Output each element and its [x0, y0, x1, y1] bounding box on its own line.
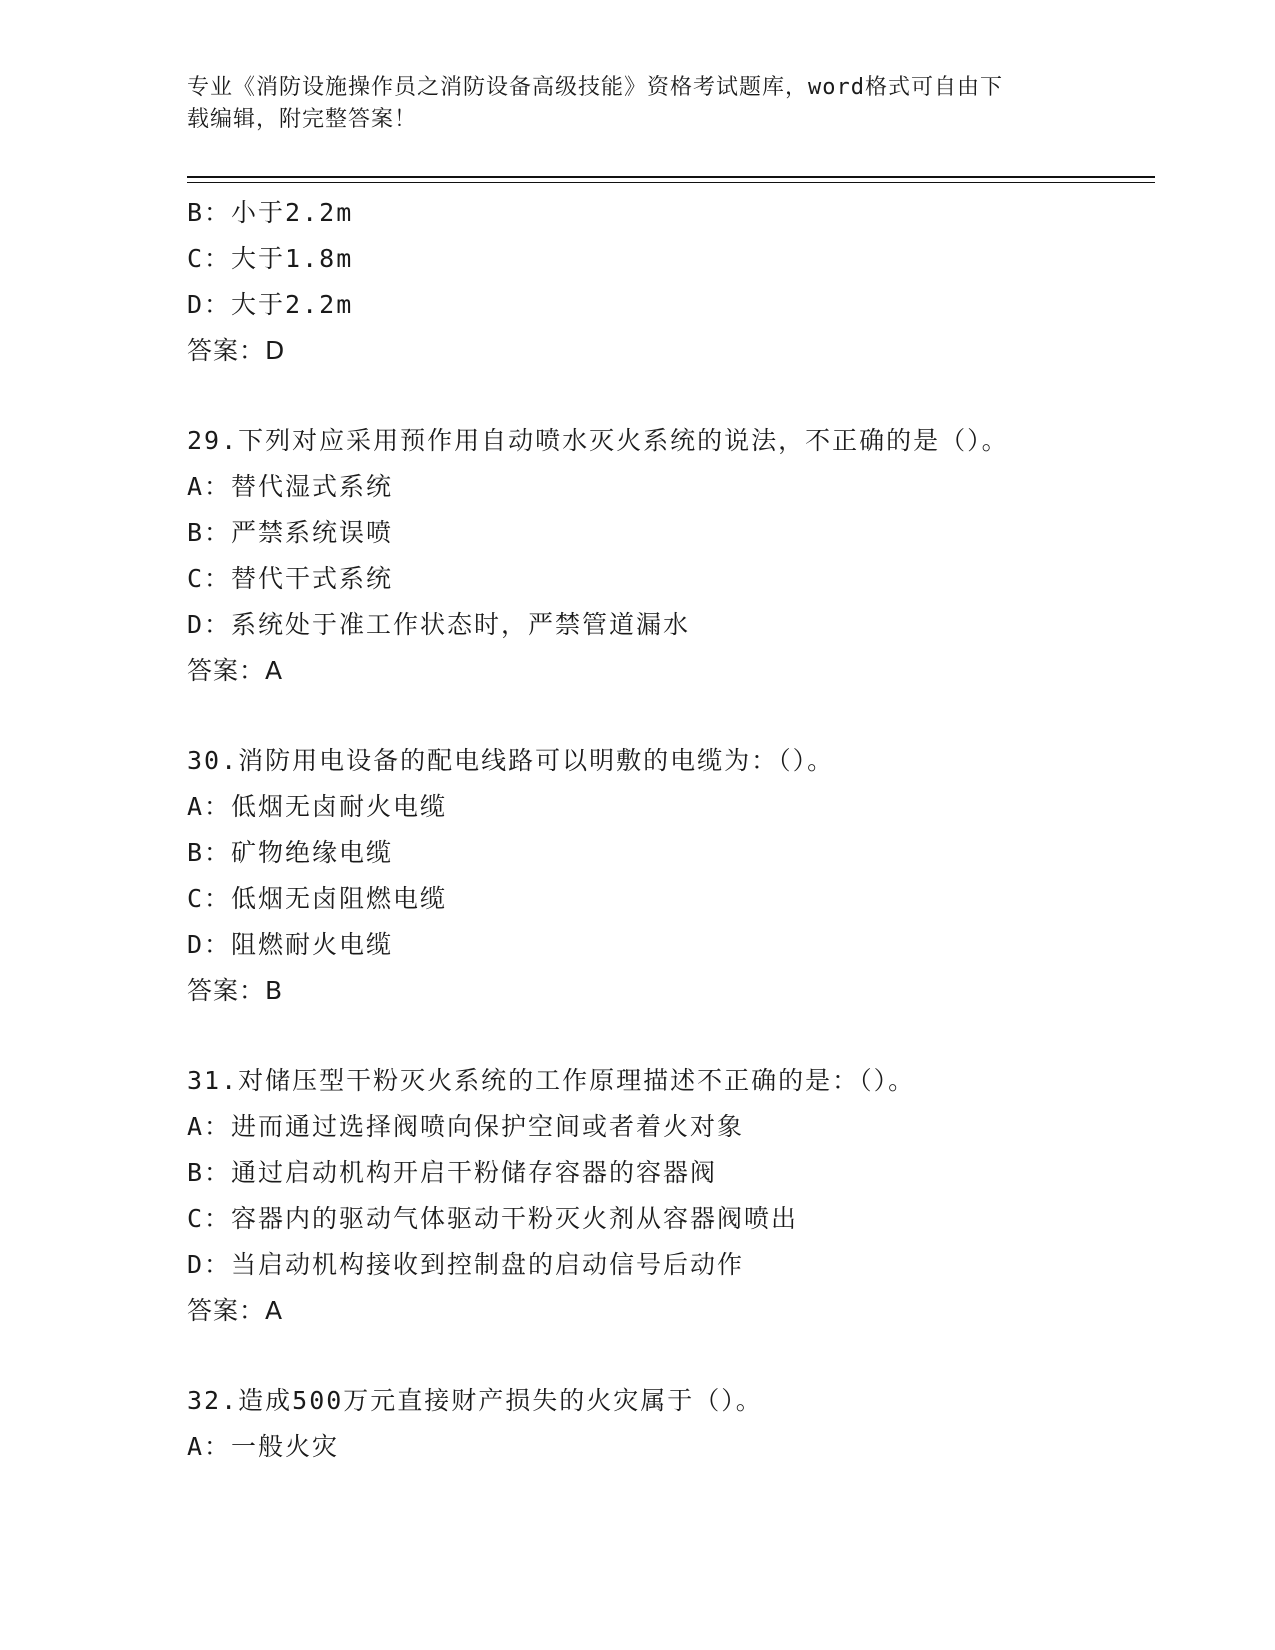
option-a: A：替代湿式系统	[187, 472, 394, 501]
question-28-continued	[187, 190, 1155, 374]
header-line-2: 载编辑，附完整答案！	[187, 107, 418, 132]
question-list	[187, 190, 1155, 1470]
header-divider-thin	[187, 182, 1155, 183]
option-d: D：系统处于准工作状态时，严禁管道漏水	[187, 610, 691, 639]
option-a: A：进而通过选择阀喷向保护空间或者着火对象	[187, 1112, 745, 1141]
answer-line: 答案：A	[187, 1296, 284, 1325]
option-d: D：当启动机构接收到控制盘的启动信号后动作	[187, 1250, 745, 1279]
answer-line: 答案：B	[187, 976, 284, 1005]
option-a: A：低烟无卤耐火电缆	[187, 792, 448, 821]
question-text: 30.消防用电设备的配电线路可以明敷的电缆为：（）。	[187, 746, 835, 775]
question-30	[187, 738, 1155, 1014]
question-29	[187, 418, 1155, 694]
header-line-1: 专业《消防设施操作员之消防设备高级技能》资格考试题库，word格式可自由下	[187, 75, 1003, 100]
option-c: C：大于1.8m	[187, 244, 354, 273]
document-header	[187, 72, 1067, 136]
option-a: A：一般火灾	[187, 1432, 340, 1461]
question-32	[187, 1378, 1155, 1470]
answer-line: 答案：D	[187, 336, 286, 365]
header-divider-thick	[187, 176, 1155, 178]
option-b: B：矿物绝缘电缆	[187, 838, 394, 867]
option-d: D：大于2.2m	[187, 290, 354, 319]
question-text: 31.对储压型干粉灭火系统的工作原理描述不正确的是：（）。	[187, 1066, 916, 1095]
answer-line: 答案：A	[187, 656, 284, 685]
question-text: 32.造成500万元直接财产损失的火灾属于（）。	[187, 1386, 763, 1415]
option-b: B：通过启动机构开启干粉储存容器的容器阀	[187, 1158, 718, 1187]
question-text: 29.下列对应采用预作用自动喷水灭火系统的说法，不正确的是（）。	[187, 426, 1009, 455]
question-31	[187, 1058, 1155, 1334]
option-c: C：容器内的驱动气体驱动干粉灭火剂从容器阀喷出	[187, 1204, 799, 1233]
option-b: B：严禁系统误喷	[187, 518, 394, 547]
option-d: D：阻燃耐火电缆	[187, 930, 394, 959]
option-c: C：低烟无卤阻燃电缆	[187, 884, 448, 913]
option-c: C：替代干式系统	[187, 564, 394, 593]
option-b: B：小于2.2m	[187, 198, 354, 227]
